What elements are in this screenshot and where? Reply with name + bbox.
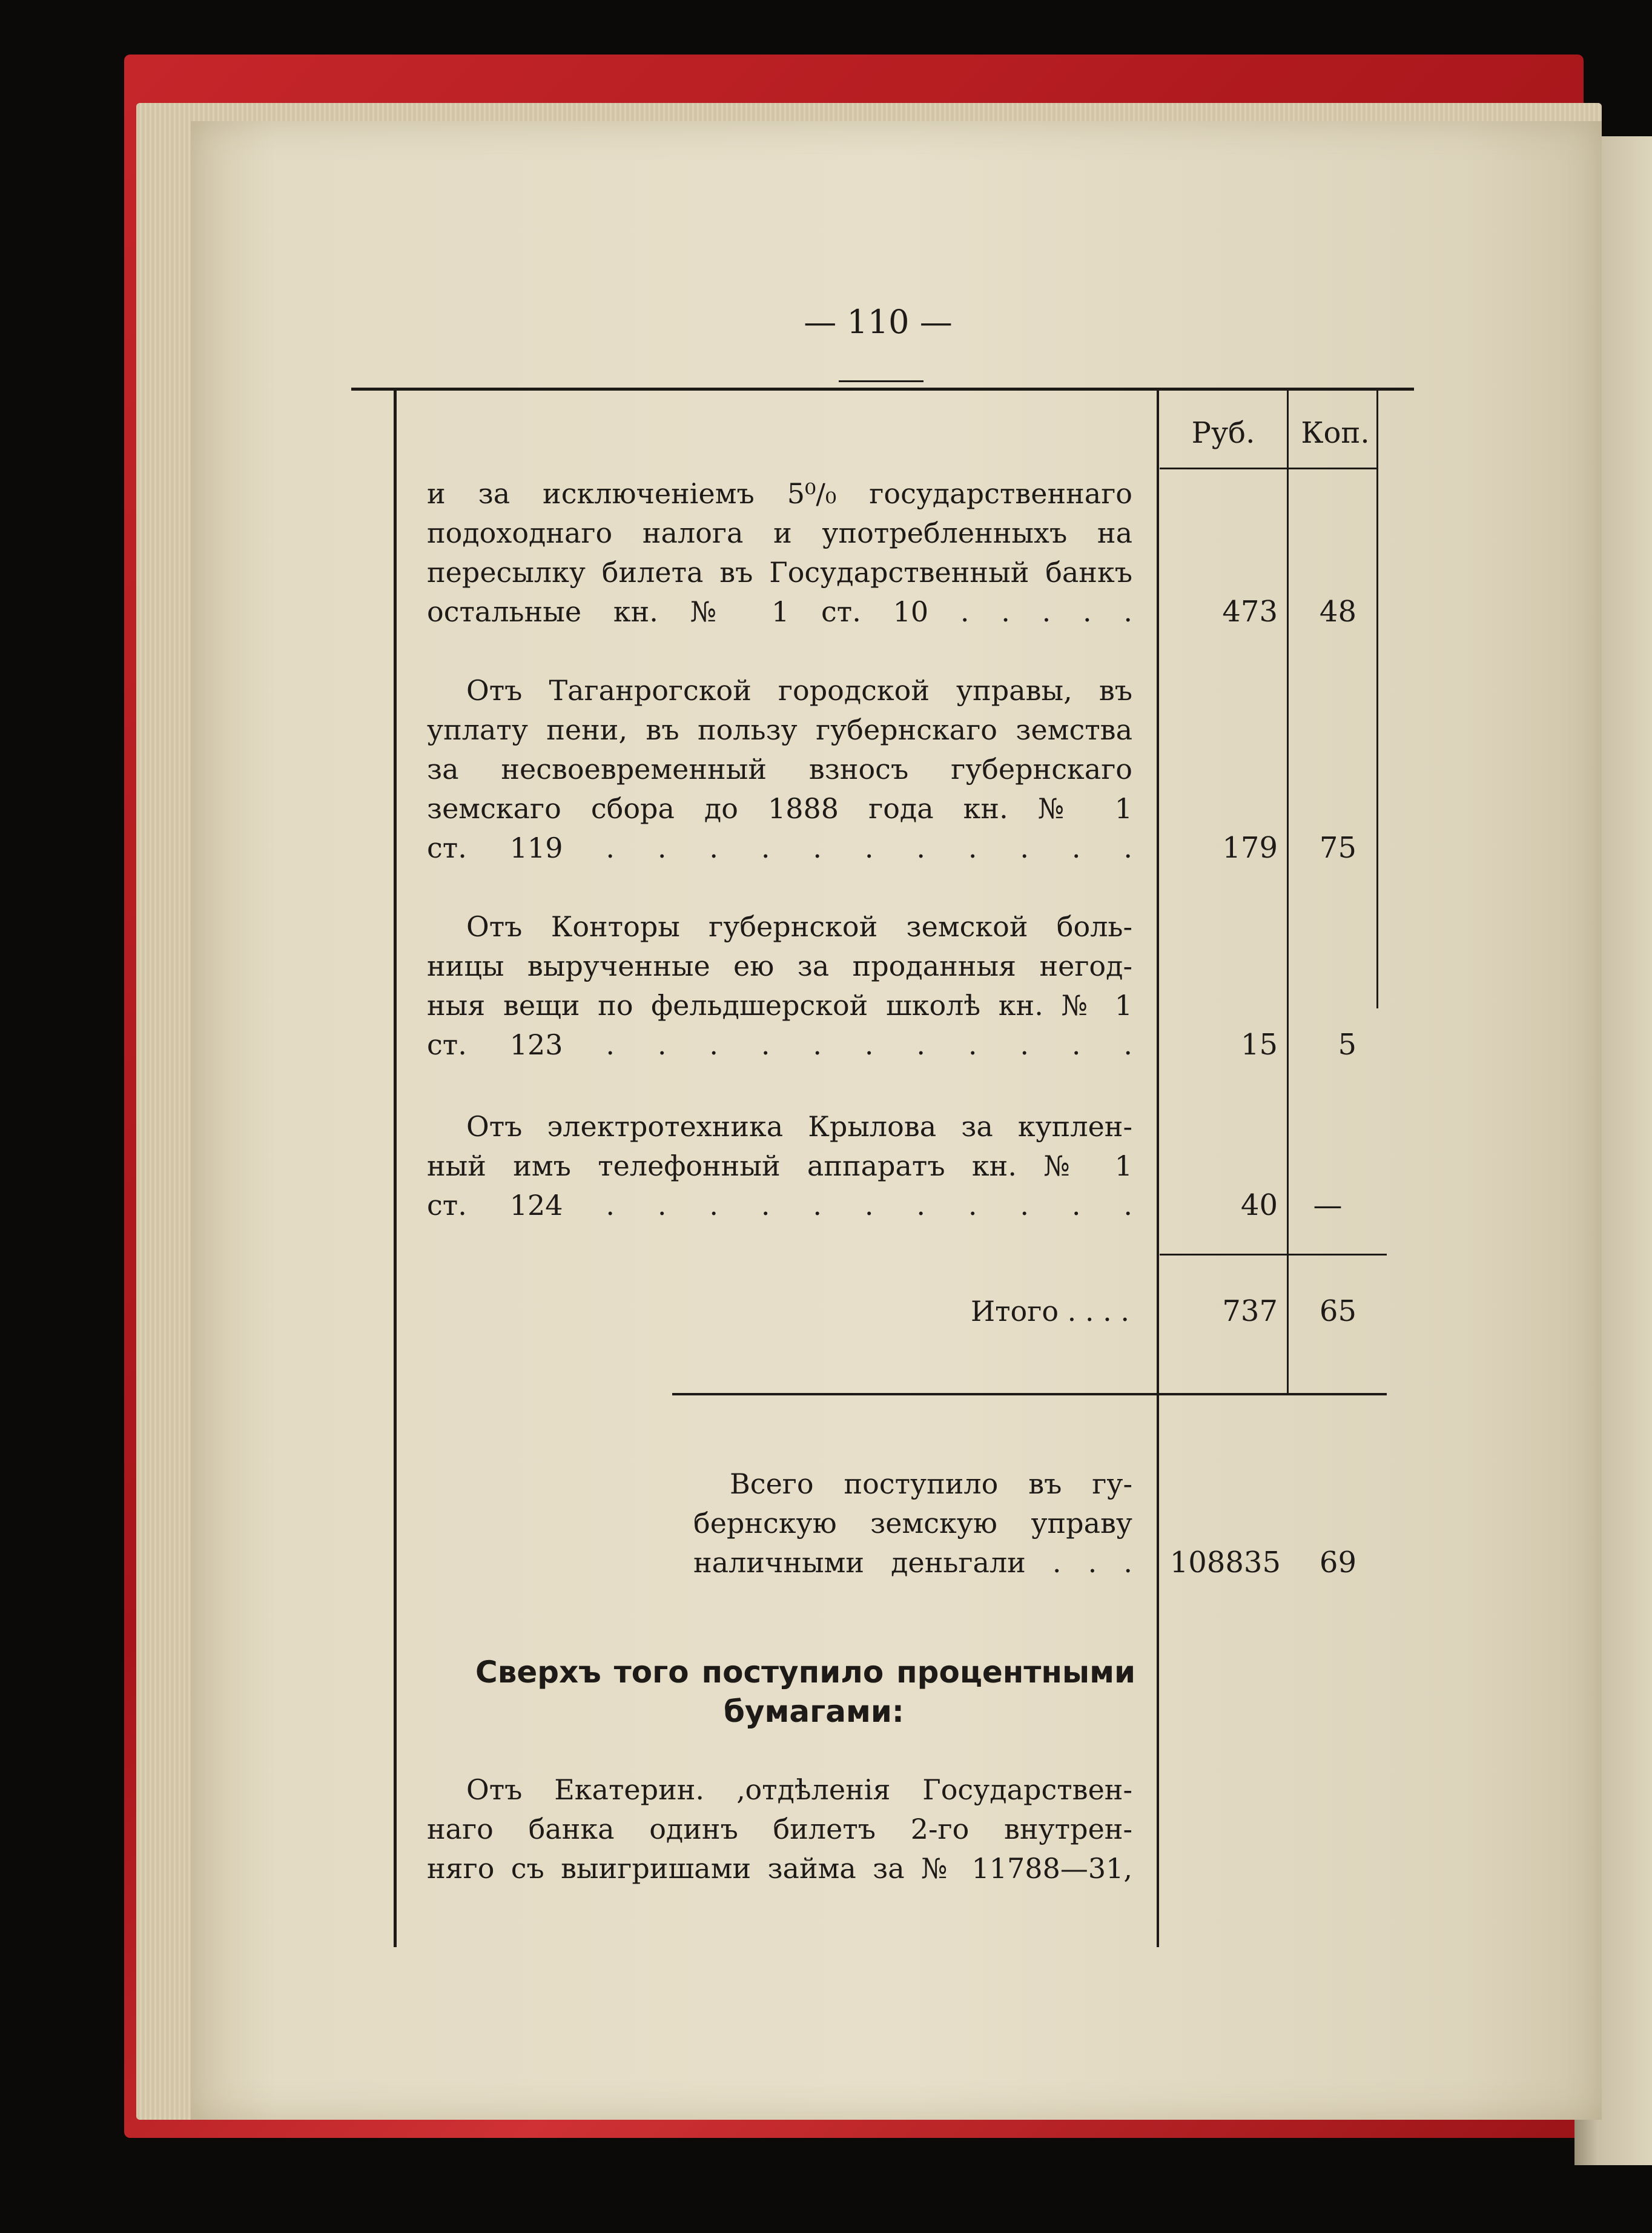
grand-total-line: Всего поступило въ гу- bbox=[730, 1467, 1132, 1500]
entry-line: остальные кн. № 1 ст. 10 . . . . . bbox=[427, 595, 1132, 628]
total-rule bbox=[1160, 1254, 1387, 1255]
grand-total-rule bbox=[672, 1393, 1387, 1395]
entry-line: няго съ выигришами займа за № 11788—31, bbox=[427, 1852, 1132, 1885]
entry-line: и за исключеніемъ 5⁰/₀ государственнаго bbox=[427, 477, 1132, 510]
entry-line: уплату пени, въ пользу губернскаго земства bbox=[427, 713, 1132, 746]
show-through bbox=[1372, 412, 1380, 715]
grand-total-kop: 69 bbox=[1319, 1546, 1356, 1580]
entry-line: ст. 119 . . . . . . . . . . . bbox=[427, 832, 1132, 864]
total-kop: 65 bbox=[1319, 1294, 1356, 1328]
entry-line: Отъ Екатерин. ‚отдѣленія Государствен- bbox=[466, 1773, 1132, 1806]
entry-line: Отъ электротехника Крылова за куплен- bbox=[466, 1110, 1132, 1143]
top-rule bbox=[351, 388, 1414, 391]
entry-line: земскаго сбора до 1888 года кн. № 1 bbox=[427, 792, 1132, 825]
section-heading: Сверхъ того поступило процентными bbox=[475, 1655, 1135, 1690]
rub-value: 473 bbox=[1222, 595, 1278, 629]
header-underline bbox=[1160, 468, 1376, 469]
rub-col-line bbox=[1157, 391, 1159, 1947]
entry-line: ницы вырученные ею за проданныя негод- bbox=[427, 950, 1132, 982]
entry-line: ст. 123 . . . . . . . . . . . bbox=[427, 1028, 1132, 1061]
total-label: Итого . . . . bbox=[970, 1295, 1129, 1328]
grand-total-rub: 108835 bbox=[1169, 1546, 1281, 1580]
section-heading-cont: бумагами: bbox=[724, 1694, 904, 1729]
page-number: — 110 — bbox=[804, 303, 953, 341]
total-rub: 737 bbox=[1222, 1294, 1278, 1328]
kop-value: 48 bbox=[1319, 595, 1356, 629]
entry-line: Отъ Конторы губернской земской боль- bbox=[466, 910, 1132, 943]
kop-col-line bbox=[1287, 391, 1289, 1393]
entry-line: за несвоевременный взносъ губернскаго bbox=[427, 753, 1132, 786]
right-border-kop bbox=[1376, 391, 1378, 1008]
book-page bbox=[191, 121, 1602, 2120]
grand-total-line: наличными деньгали . . . bbox=[693, 1546, 1132, 1579]
left-border bbox=[394, 391, 397, 1947]
grand-total-line: бернскую земскую управу bbox=[693, 1507, 1132, 1540]
entry-line: наго банка одинъ билетъ 2-го внутрен- bbox=[427, 1813, 1132, 1845]
kop-value: 75 bbox=[1319, 831, 1356, 865]
kop-value: 5 bbox=[1338, 1028, 1356, 1062]
kop-header: Коп. bbox=[1301, 416, 1370, 450]
rub-header: Руб. bbox=[1191, 416, 1255, 450]
entry-line: Отъ Таганрогской городской управы, въ bbox=[466, 674, 1132, 707]
entry-line: пересылку билета въ Государственный банкъ bbox=[427, 556, 1132, 589]
rub-value: 40 bbox=[1240, 1188, 1278, 1222]
entry-line: ныя вещи по фельдшерской школѣ кн. № 1 bbox=[427, 989, 1132, 1022]
entry-line: ст. 124 . . . . . . . . . . . bbox=[427, 1189, 1132, 1222]
rub-value: 179 bbox=[1222, 831, 1278, 865]
rub-value: 15 bbox=[1240, 1028, 1278, 1062]
top-rule-upper bbox=[839, 380, 923, 382]
entry-line: ный имъ телефонный аппаратъ кн. № 1 bbox=[427, 1150, 1132, 1182]
kop-value: — bbox=[1313, 1188, 1343, 1222]
entry-line: подоходнаго налога и употребленныхъ на bbox=[427, 517, 1132, 549]
